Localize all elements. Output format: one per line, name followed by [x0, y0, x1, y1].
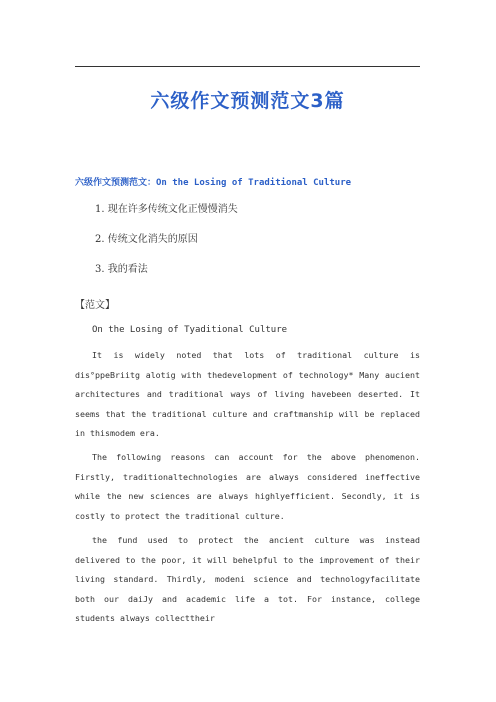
outline-list	[95, 205, 238, 295]
essay-title: On the Losing of Tyaditional Culture	[92, 325, 288, 335]
page-title: 六级作文预测范文3篇	[150, 90, 345, 112]
essay-paragraph: the fund used to protect the ancient culture was instead delivered to the poor, it will behelpful to the improvement of their living standard. Thirdly, modeni science and technologyfacilitate both our daiJy and academic life a tot. For instance, college students always collecttheir	[75, 535, 420, 623]
essay-paragraph: It is widely noted that lots of traditional culture is dis°ppeBriitg alotig with thedevelopment of technology* Many aucient architectures and traditional ways of living havebeen deserted. It seems that the traditional culture and craftmanship will be replaced in thismodem era.	[75, 350, 420, 438]
outline-item: 3. 我的看法	[95, 264, 148, 275]
outline-item: 1. 现在许多传统文化正慢慢消失	[95, 204, 238, 215]
essay-subtitle: 六级作文预测范文：On the Losing of Traditional Culture	[75, 178, 352, 188]
header-rule	[75, 66, 420, 67]
essay-paragraph: The following reasons can account for the above phenomenon. Firstly, traditionaltechnologies are always considered ineffective while the new sciences are always highlyefficient. Secondly, it is costly to protect the traditional culture.	[75, 452, 420, 521]
model-essay-heading: 【范文】	[75, 300, 115, 311]
outline-item: 2. 传统文化消失的原因	[95, 234, 198, 245]
